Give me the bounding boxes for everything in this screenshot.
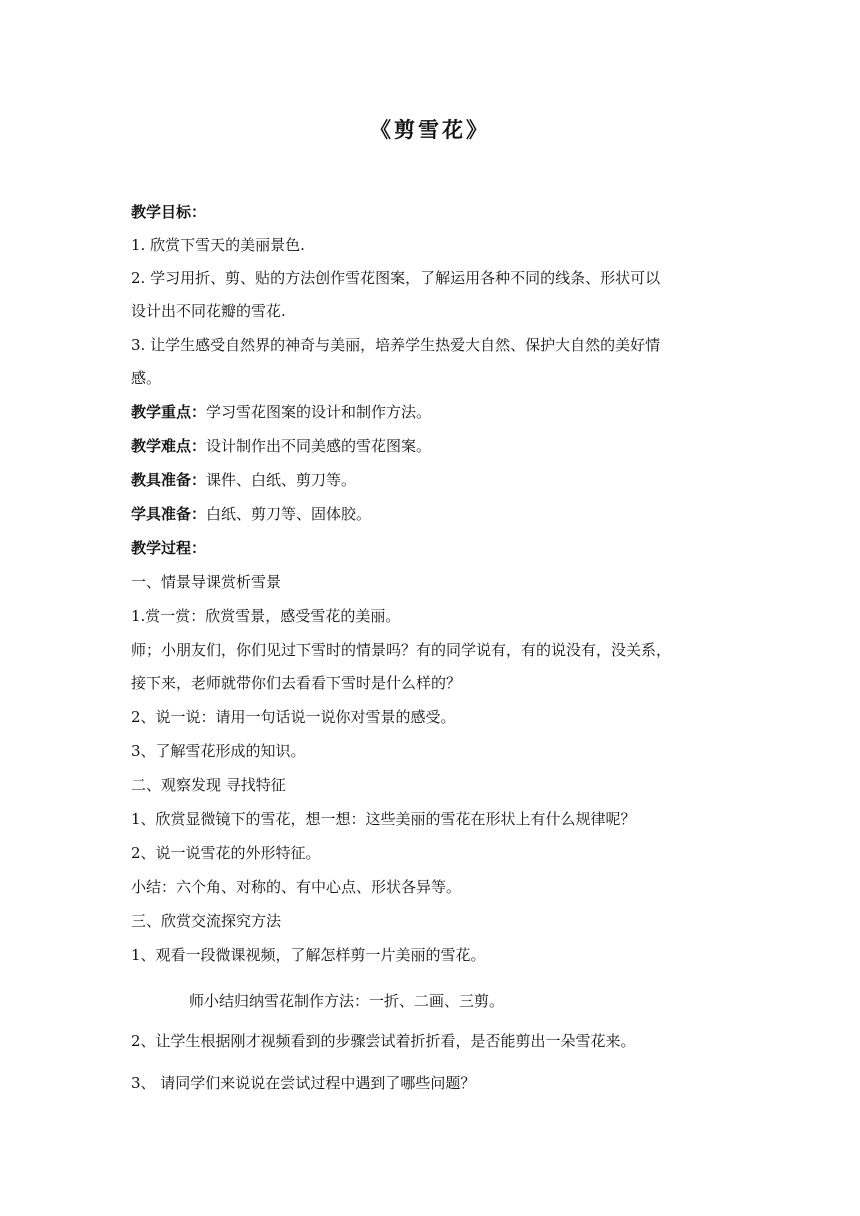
line-text: 一、情景导课赏析雪景 — [131, 573, 282, 591]
bold-label: 教学难点： — [131, 437, 207, 455]
line-text: 3、了解雪花形成的知识。 — [131, 742, 306, 760]
part-2-step-2 — [131, 843, 731, 863]
learning-materials — [131, 504, 731, 524]
line-text: 三、欣赏交流探究方法 — [131, 912, 282, 930]
difficult-point — [131, 436, 731, 456]
line-text: 2. 学习用折、剪、贴的方法创作雪花图案，了解运用各种不同的线条、形状可以 — [131, 269, 661, 287]
line-text: 2、说一说：请用一句话说一说你对雪景的感受。 — [131, 708, 456, 726]
line-text: 3、 请同学们来说说在尝试过程中遇到了哪些问题？ — [131, 1074, 476, 1092]
part-1-step-2 — [131, 707, 731, 727]
section-heading-objectives — [131, 202, 731, 222]
teacher-summary — [189, 991, 789, 1011]
part-3-step-3 — [131, 1073, 731, 1093]
part-1-step-3 — [131, 741, 731, 761]
objective-2-line-2 — [131, 301, 731, 321]
teacher-dialogue-line-1 — [131, 640, 731, 660]
teaching-materials — [131, 470, 731, 490]
part-2-heading — [131, 775, 731, 795]
key-point — [131, 402, 731, 422]
line-text: 1. 欣赏下雪天的美丽景色. — [131, 236, 305, 254]
objective-3-line-2 — [131, 368, 731, 388]
part-2-summary — [131, 877, 731, 897]
bold-label: 教学目标： — [131, 203, 207, 221]
line-text: 课件、白纸、剪刀等。 — [206, 471, 357, 489]
objective-1 — [131, 235, 731, 255]
line-text: 设计制作出不同美感的雪花图案。 — [206, 437, 432, 455]
part-2-step-1 — [131, 809, 731, 829]
bold-label: 学具准备： — [131, 505, 207, 523]
line-text: 接下来，老师就带你们去看看下雪时是什么样的？ — [131, 674, 462, 692]
objective-2-line-1 — [131, 268, 731, 288]
line-text: 感。 — [131, 369, 162, 387]
line-text: 学习雪花图案的设计和制作方法。 — [206, 403, 432, 421]
part-3-heading — [131, 911, 731, 931]
bold-label: 教学重点： — [131, 403, 207, 421]
line-text: 1、欣赏显微镜下的雪花，想一想：这些美丽的雪花在形状上有什么规律呢？ — [131, 810, 636, 828]
bold-label: 教学过程： — [131, 539, 207, 557]
line-text: 2、说一说雪花的外形特征。 — [131, 844, 321, 862]
part-1-heading — [131, 572, 731, 592]
objective-3-line-1 — [131, 335, 731, 355]
bold-label: 教具准备： — [131, 471, 207, 489]
part-1-step-1 — [131, 606, 731, 626]
line-text: 1.赏一赏：欣赏雪景，感受雪花的美丽。 — [131, 607, 401, 625]
line-text: 1、观看一段微课视频，了解怎样剪一片美丽的雪花。 — [131, 946, 486, 964]
line-text: 设计出不同花瓣的雪花. — [131, 302, 286, 320]
line-text: 二、观察发现 寻找特征 — [131, 776, 286, 794]
document-title: 《剪雪花》 — [370, 118, 490, 142]
section-heading-process — [131, 538, 731, 558]
part-3-step-1 — [131, 945, 731, 965]
line-text: 3. 让学生感受自然界的神奇与美丽，培养学生热爱大自然、保护大自然的美好情 — [131, 336, 661, 354]
line-text: 白纸、剪刀等、固体胶。 — [206, 505, 372, 523]
part-3-step-2 — [131, 1031, 731, 1051]
line-text: 师；小朋友们，你们见过下雪时的情景吗？有的同学说有，有的说没有，没关系， — [131, 641, 672, 659]
line-text: 小结：六个角、对称的、有中心点、形状各异等。 — [131, 878, 462, 896]
line-text: 师小结归纳雪花制作方法：一折、二画、三剪。 — [189, 992, 505, 1010]
teacher-dialogue-line-2 — [131, 673, 731, 693]
line-text: 2、让学生根据刚才视频看到的步骤尝试着折折看，是否能剪出一朵雪花来。 — [131, 1032, 636, 1050]
